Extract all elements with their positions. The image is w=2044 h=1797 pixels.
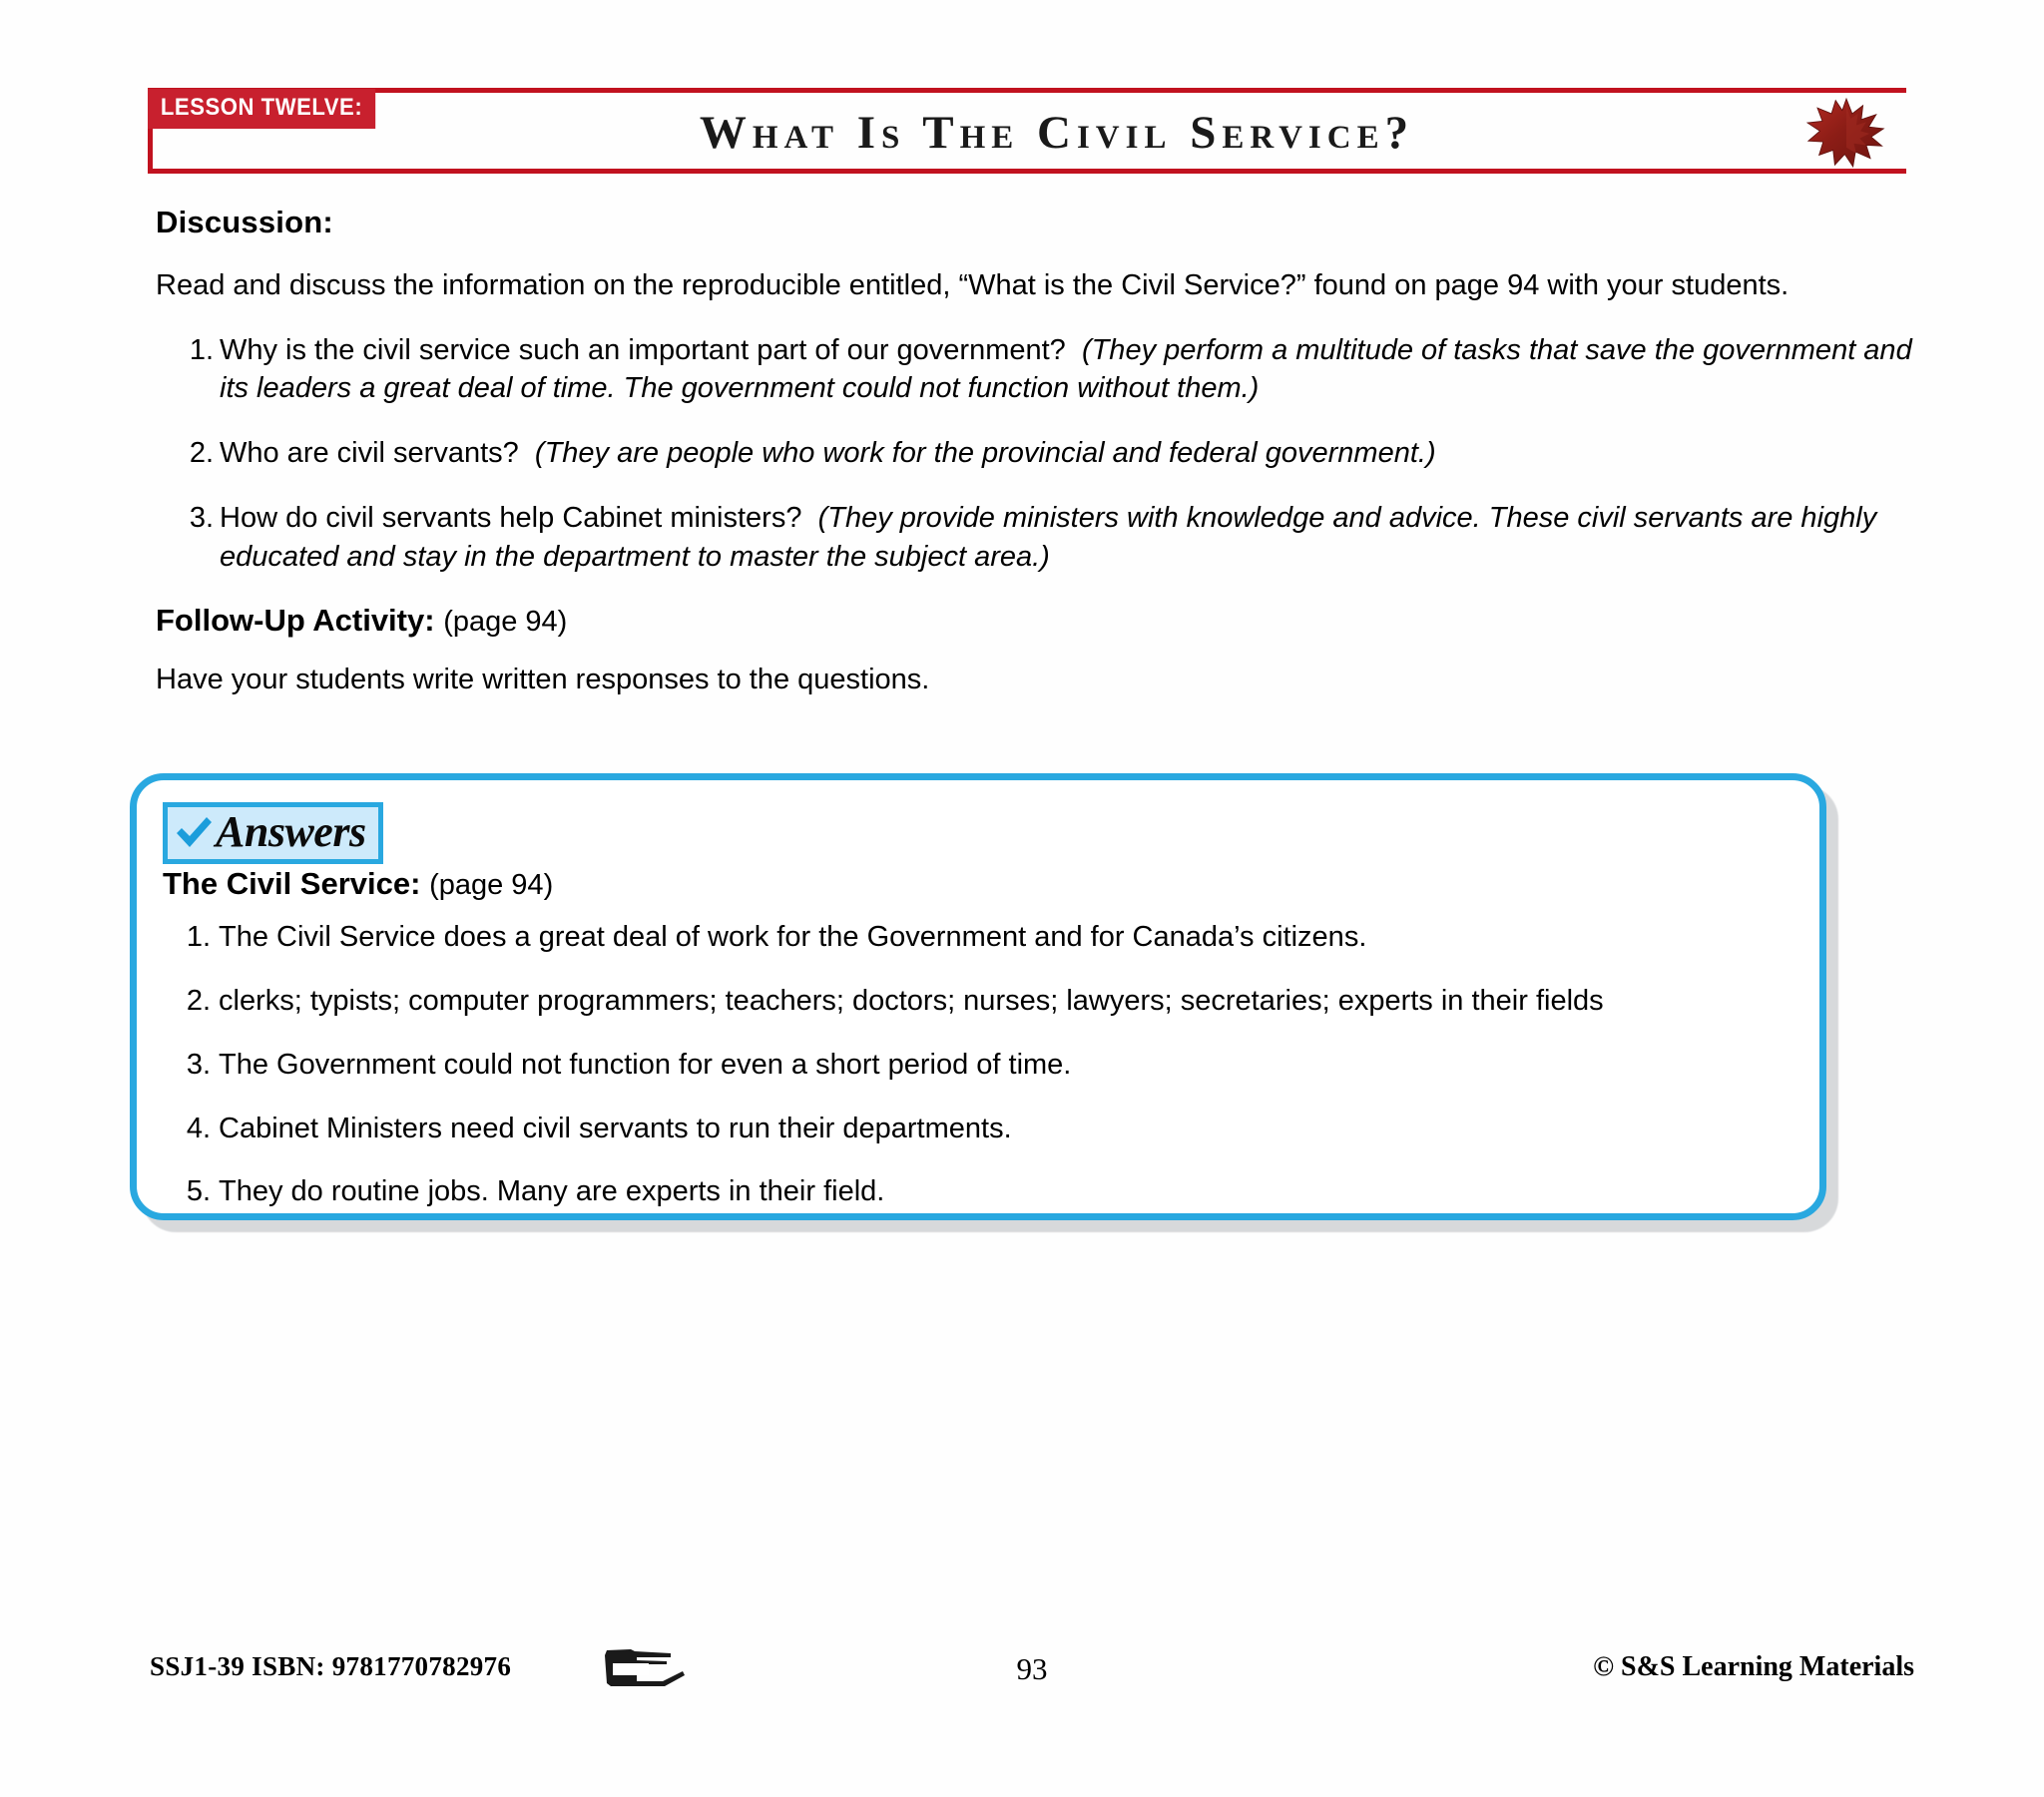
header-rule-top [148,88,1906,93]
list-item [157,982,1793,1021]
list-item [156,499,1912,577]
answers-subtitle-label: The Civil Service: [163,866,421,901]
list-item-text: They do routine jobs. Many are experts in their field. [219,1175,885,1208]
maple-leaf-icon [1804,94,1888,172]
list-item-text: The Government could not function for even a short period of time. [219,1048,1072,1081]
main-content [156,205,1912,724]
list-item [156,434,1912,473]
follow-up-heading [156,603,1912,639]
answers-subtitle [163,866,553,902]
list-item-number: 2. [186,984,211,1017]
check-mark-icon [174,814,214,850]
list-item [157,1172,1793,1211]
answers-subtitle-page-ref: (page 94) [429,869,554,901]
list-item-number: 3. [186,1048,211,1081]
list-item-number: 3. [189,502,214,535]
discussion-intro: Read and discuss the information on the reproducible entitled, “What is the Civil Service?” found on page 94 with your students. [156,269,1789,301]
page-title: What Is The Civil Service? [699,107,1415,159]
list-item-number: 1. [186,921,211,953]
footer-isbn: SSJ1-39 ISBN: 9781770782976 [150,1651,512,1681]
list-item [156,331,1912,409]
answers-badge [163,802,383,864]
list-item-number: 2. [189,437,214,470]
list-item-answer: (They are people who work for the provincial and federal government.) [534,437,1436,470]
list-item-number: 4. [186,1112,211,1144]
list-item-text: Cabinet Ministers need civil servants to run their departments. [219,1112,1012,1144]
list-item-answer: (They provide ministers with knowledge and advice. These civil servants are highly educated and stay in the department to master the subject area.) [220,502,1877,573]
discussion-question-list [156,331,1912,577]
discussion-heading: Discussion: [156,205,333,239]
list-item-prompt: Why is the civil service such an important part of our government? [220,333,1066,366]
list-item-answer: (They perform a multitude of tasks that save the government and its leaders a great deal of time. The government could not function without them.) [220,333,1912,405]
list-item [157,1046,1793,1085]
footer-copyright: © S&S Learning Materials [1593,1651,1914,1682]
list-item-number: 1. [189,333,214,366]
answers-section [130,773,1826,1222]
page-header [148,88,1906,174]
header-rule-bottom [148,169,1906,174]
list-item [157,918,1793,957]
list-item-prompt: Who are civil servants? [220,437,519,470]
follow-up-page-ref: (page 94) [443,605,568,638]
lesson-tag: LESSON TWELVE: [148,89,375,129]
follow-up-text: Have your students write written responses to the questions. [156,663,930,695]
list-item-prompt: How do civil servants help Cabinet ministers? [220,502,802,535]
answers-list [157,918,1793,1236]
answers-label: Answers [216,807,366,856]
answers-box [130,773,1826,1220]
follow-up-label: Follow-Up Activity: [156,602,435,638]
list-item-number: 5. [186,1175,211,1208]
list-item [157,1110,1793,1148]
footer-page-number: 93 [1016,1651,1048,1686]
page-footer [150,1651,1914,1711]
list-item-text: The Civil Service does a great deal of work for the Government and for Canada’s citizens. [219,921,1367,953]
list-item-text: clerks; typists; computer programmers; teachers; doctors; nurses; lawyers; secretaries; experts in their fields [219,984,1604,1017]
